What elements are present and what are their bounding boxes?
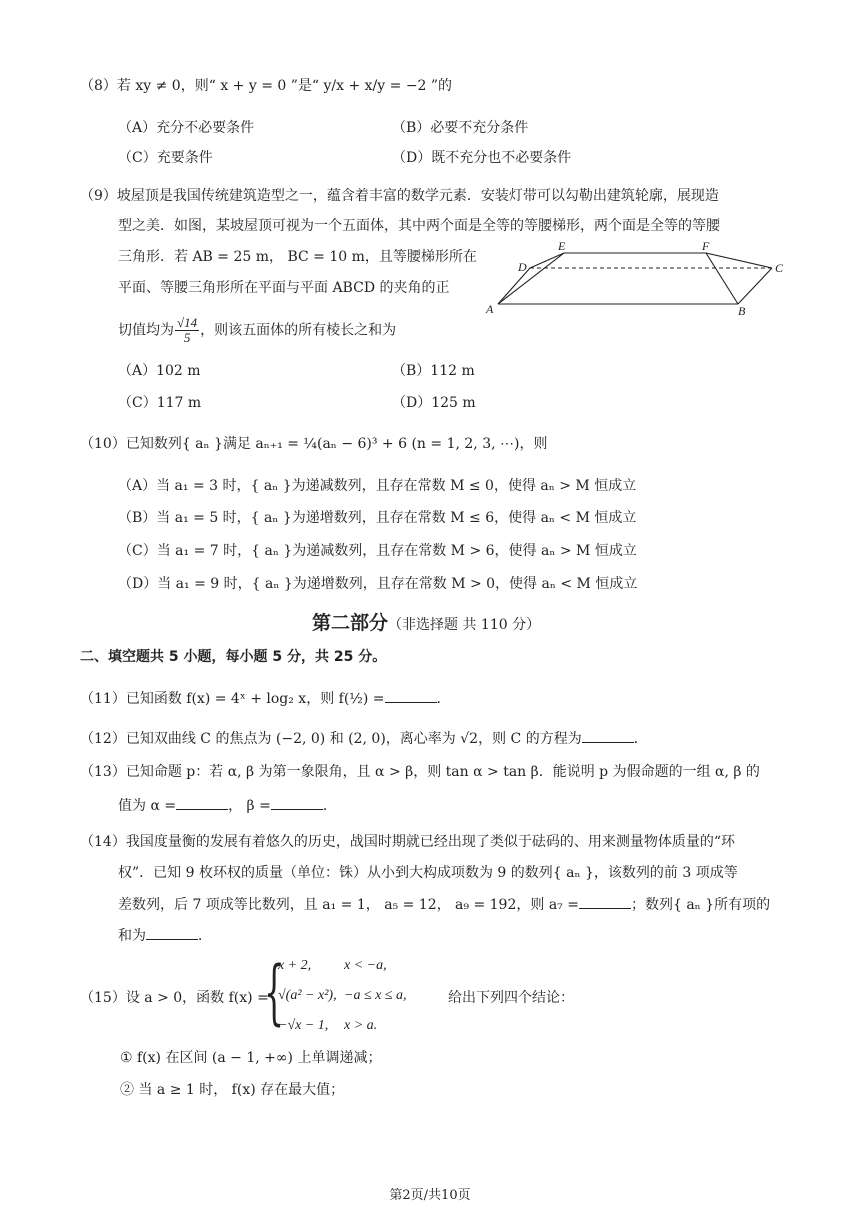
edge-bc bbox=[738, 268, 772, 304]
q10-option-d: （D）当 a₁ = 9 时，{ aₙ }为递增数列，且存在常数 M > 0，使得 aₙ < M 恒成立 bbox=[118, 576, 638, 592]
q9-line2: 型之美．如图，某坡屋顶可视为一个五面体，其中两个面是全等的等腰梯形，两个面是全等的等腰 bbox=[118, 218, 720, 234]
q9-figure bbox=[484, 238, 784, 318]
label-b: B bbox=[738, 304, 746, 318]
q9-option-a: （A）102 m bbox=[118, 363, 201, 379]
label-d: D bbox=[518, 260, 527, 274]
edge-ae bbox=[498, 253, 564, 304]
q8-option-c: （C）充要条件 bbox=[118, 150, 213, 166]
q10-option-b: （B）当 a₁ = 5 时，{ aₙ }为递增数列，且存在常数 M ≤ 6，使得 aₙ < M 恒成立 bbox=[118, 510, 637, 526]
q15-case2-expr: √(a² − x²), bbox=[278, 988, 337, 1003]
q9-option-b: （B）112 m bbox=[392, 363, 475, 379]
label-e: E bbox=[558, 239, 566, 253]
q14-line3: 差数列，后 7 项成等比数列，且 a₁ = 1， a₅ = 12， a₉ = 192，则 a₇ = ；数列{ aₙ }所有项的 bbox=[118, 894, 770, 915]
q14-line1: （14）我国度量衡的发展有着悠久的历史，战国时期就已经出现了类似于砝码的、用来测量物体质量的“环 bbox=[80, 834, 735, 850]
q10-stem: （10）已知数列{ aₙ }满足 aₙ₊₁ = ¼(aₙ − 6)³ + 6 (n = 1, 2, 3, ⋯)，则 bbox=[80, 436, 548, 452]
part2-subtitle: （非选择题 共 110 分） bbox=[388, 617, 541, 633]
q15-item-1: ① f(x) 在区间 (a − 1, +∞) 上单调递减； bbox=[120, 1050, 382, 1066]
q15-stem-post: 给出下列四个结论： bbox=[448, 990, 574, 1006]
q15-case1-cond: x < −a, bbox=[344, 958, 387, 973]
q8-option-a: （A）充分不必要条件 bbox=[118, 120, 255, 136]
q12: （12）已知双曲线 C 的焦点为 (−2, 0) 和 (2, 0)，离心率为 √2，则 C 的方程为 ． bbox=[80, 728, 648, 749]
q9-option-c: （C）117 m bbox=[118, 395, 202, 411]
q15-stem-pre: （15）设 a > 0，函数 f(x) = bbox=[80, 990, 269, 1006]
q10-option-c: （C）当 a₁ = 7 时，{ aₙ }为递减数列，且存在常数 M > 6，使得 aₙ > M 恒成立 bbox=[118, 543, 637, 559]
q11-blank[interactable] bbox=[385, 688, 437, 703]
q8-option-d: （D）既不充分也不必要条件 bbox=[392, 150, 572, 166]
q9-number: （9） bbox=[80, 188, 117, 204]
q15-case3-cond: x > a. bbox=[344, 1018, 378, 1033]
q15-number: （15） bbox=[80, 990, 126, 1006]
q12-blank[interactable] bbox=[582, 728, 634, 743]
q9-line5: 切值均为 $\frac{√14}{5}$ ，则该五面体的所有棱长之和为 bbox=[118, 315, 397, 345]
q9-line1: （9）坡屋顶是我国传统建筑造型之一，蕴含着丰富的数学元素．安装灯带可以勾勒出建筑轮廓，展现造 bbox=[80, 188, 719, 204]
q14-blank-a7[interactable] bbox=[579, 894, 631, 909]
q15-brace: { bbox=[264, 951, 285, 1033]
q8-text: 若 xy ≠ 0，则“ x + y = 0 ”是“ y/x + x/y = −2 ”的 bbox=[116, 78, 453, 94]
edge-cf bbox=[706, 253, 772, 268]
q8-number: （8） bbox=[80, 78, 117, 94]
q9-line3: 三角形．若 AB = 25 m， BC = 10 m，且等腰梯形所在 bbox=[118, 249, 477, 265]
q13-number: （13） bbox=[80, 764, 126, 780]
q15-item-2: ② 当 a ≥ 1 时， f(x) 存在最大值； bbox=[120, 1082, 345, 1098]
q9-fraction: $\frac{√14}{5}$ bbox=[177, 315, 198, 345]
page-footer: 第2页/共10页 bbox=[389, 1188, 471, 1203]
q12-number: （12） bbox=[80, 731, 126, 747]
q11-number: （11） bbox=[80, 691, 126, 707]
part2-heading: 第二部分（非选择题 共 110 分） bbox=[312, 612, 541, 634]
q13-line2: 值为 α = ， β = ． bbox=[118, 795, 337, 816]
q14-line4: 和为 ． bbox=[118, 925, 212, 946]
label-f: F bbox=[702, 239, 710, 253]
q15-case2-cond: −a ≤ x ≤ a, bbox=[344, 988, 407, 1003]
q13-line1: （13）已知命题 p：若 α, β 为第一象限角，且 α > β，则 tan α > tan β．能说明 p 为假命题的一组 α, β 的 bbox=[80, 764, 760, 780]
q14-blank-sum[interactable] bbox=[146, 925, 198, 940]
q10-option-a: （A）当 a₁ = 3 时，{ aₙ }为递减数列，且存在常数 M ≤ 0，使得 aₙ > M 恒成立 bbox=[118, 478, 637, 494]
edge-bf bbox=[706, 253, 738, 304]
q11: （11）已知函数 f(x) = 4ˣ + log₂ x，则 f(½) = ． bbox=[80, 688, 451, 709]
q8-stem bbox=[80, 76, 452, 96]
q13-blank-beta[interactable] bbox=[271, 795, 323, 810]
section2-heading: 二、填空题共 5 小题，每小题 5 分，共 25 分。 bbox=[80, 649, 387, 665]
q13-blank-alpha[interactable] bbox=[176, 795, 228, 810]
q14-line2: 权”．已知 9 枚环权的质量（单位：铢）从小到大构成项数为 9 的数列{ aₙ }，该数列的前 3 项成等 bbox=[118, 865, 738, 881]
q9-option-d: （D）125 m bbox=[392, 395, 476, 411]
label-c: C bbox=[775, 261, 784, 275]
label-a: A bbox=[486, 302, 494, 316]
q15-case3-expr: −√x − 1, bbox=[278, 1018, 329, 1033]
q8-option-b: （B）必要不充分条件 bbox=[392, 120, 529, 136]
q9-line4: 平面、等腰三角形所在平面与平面 ABCD 的夹角的正 bbox=[118, 280, 450, 296]
q10-number: （10） bbox=[80, 436, 126, 452]
q15-case1-expr: x + 2, bbox=[278, 958, 312, 973]
q14-number: （14） bbox=[80, 834, 126, 850]
